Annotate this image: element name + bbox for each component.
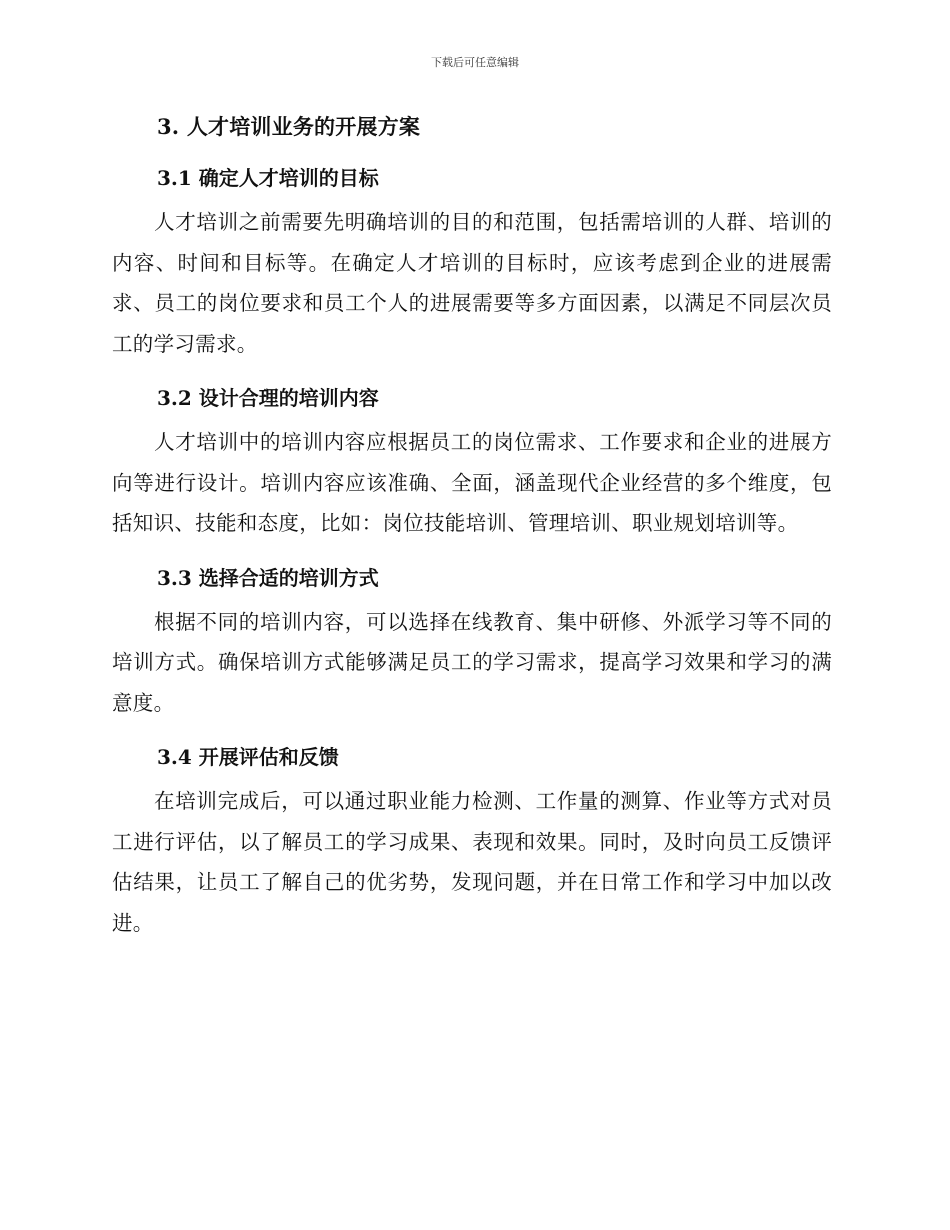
subsection-heading-3-1: 3.1 确定人才培训的目标 [157,166,379,190]
subsection-paragraph-3-3: 根据不同的培训内容，可以选择在线教育、集中研修、外派学习等不同的培训方式。确保培训方式能够满足员工的学习需求，提高学习效果和学习的满意度。 [112,609,832,715]
subsection-heading-3-2: 3.2 设计合理的培训内容 [157,386,379,410]
subsection-heading-3-3: 3.3 选择合适的培训方式 [157,565,379,590]
section-title: 3. 人才培训业务的开展方案 [157,114,421,139]
subsection-heading-3-4: 3.4 开展评估和反馈 [157,745,339,769]
subsection-paragraph-3-4: 在培训完成后，可以通过职业能力检测、工作量的测算、作业等方式对员工进行评估，以了解员工的学习成果、表现和效果。同时，及时向员工反馈评估结果，让员工了解自己的优劣势，发现问题，并在日常工作和学习中加以改进。 [112,789,832,935]
subsection-paragraph-3-2: 人才培训中的培训内容应根据员工的岗位需求、工作要求和企业的进展方向等进行设计。培训内容应该准确、全面，涵盖现代企业经营的多个维度，包括知识、技能和态度，比如：岗位技能培训、管理培训、职业规划培训等。 [112,430,832,535]
page-header-note: 下载后可任意编辑 [431,56,519,69]
subsection-paragraph-3-1: 人才培训之前需要先明确培训的目的和范围，包括需培训的人群、培训的内容、时间和目标等。在确定人才培训的目标时，应该考虑到企业的进展需求、员工的岗位要求和员工个人的进展需要等多方面因素，以满足不同层次员工的学习需求。 [112,210,832,356]
document-body [112,110,832,943]
